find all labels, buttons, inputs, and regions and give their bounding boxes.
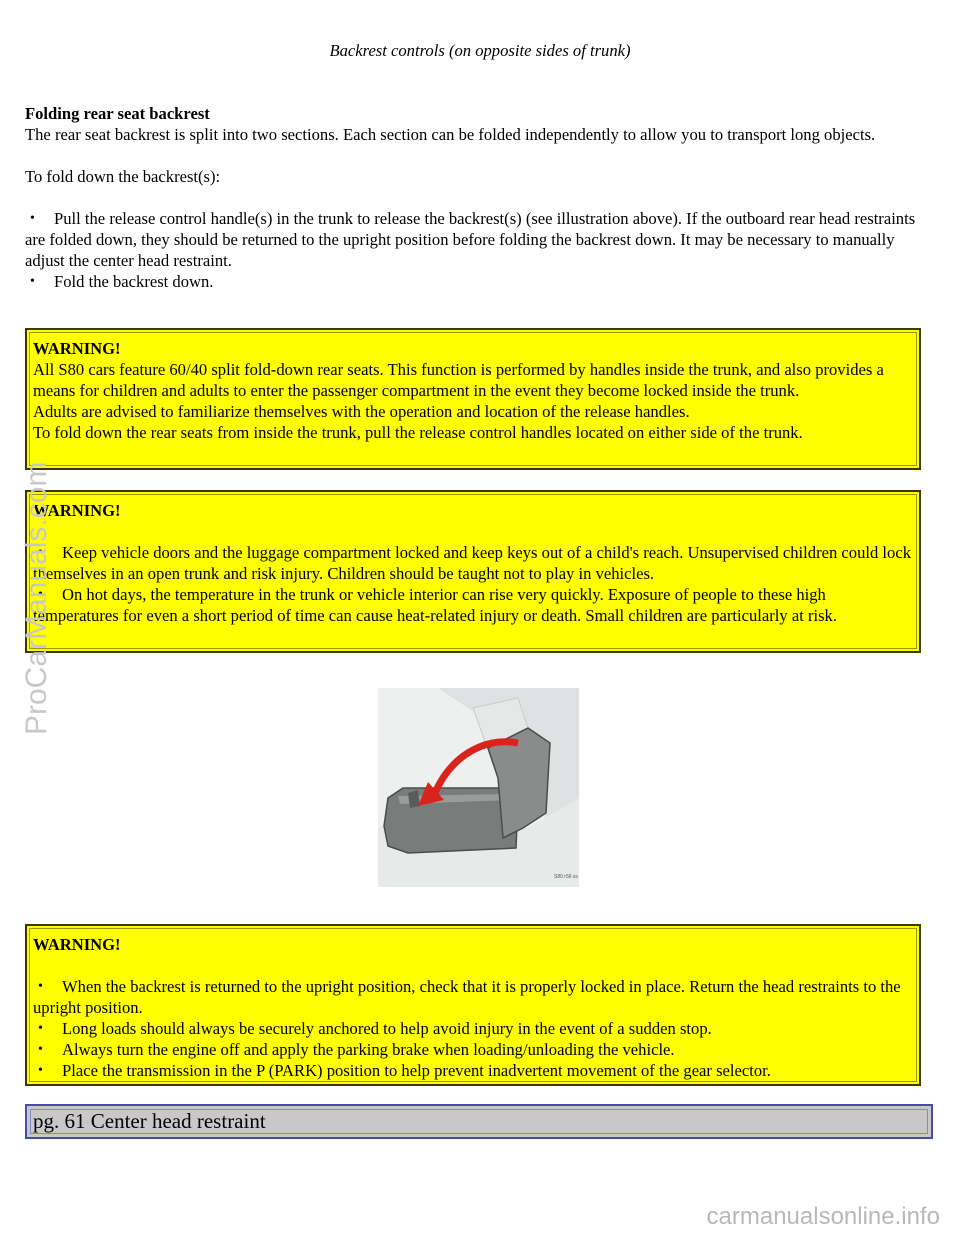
list-item: • Always turn the engine off and apply the parking brake when loading/unloading the vehicle.: [33, 1039, 913, 1060]
folding-section: [25, 103, 930, 292]
backrest-fold-illustration: [378, 688, 579, 887]
intro-paragraph: The rear seat backrest is split into two sections. Each section can be folded independently to allow you to transport long objects.: [25, 125, 876, 144]
list-item: • Long loads should always be securely anchored to help avoid injury in the event of a sudden stop.: [33, 1018, 913, 1039]
list-item: • On hot days, the temperature in the trunk or vehicle interior can rise very quickly. Exposure of people to these high temperatures for even a short period of time can cause heat-related injury or death. Small children are particularly at risk.: [33, 584, 913, 626]
warning-box-loading: [25, 924, 921, 1086]
next-page-label[interactable]: pg. 61 Center head restraint: [33, 1109, 266, 1133]
warning-box-children: [25, 490, 921, 653]
figure-caption: Backrest controls (on opposite sides of trunk): [329, 41, 631, 60]
next-page-link[interactable]: [25, 1104, 933, 1139]
steps-list: [25, 208, 930, 292]
warning-text: To fold down the rear seats from inside the trunk, pull the release control handles located on either side of the trunk.: [33, 423, 803, 442]
warning-title: WARNING!: [33, 339, 121, 358]
warning-list: [33, 542, 913, 626]
seat-drawing: [378, 688, 579, 887]
figure-code: S80 r56 ss: [554, 874, 578, 880]
section-heading: Folding rear seat backrest: [25, 104, 210, 123]
warning-text: All S80 cars feature 60/40 split fold-down rear seats. This function is performed by handles inside the trunk, and also provides a means for children and adults to enter the passenger compartment in the event they become locked inside the trunk.: [33, 360, 884, 400]
lead-paragraph: To fold down the backrest(s):: [25, 167, 221, 186]
list-item: • Keep vehicle doors and the luggage compartment locked and keep keys out of a child's reach. Unsupervised children could lock themselves in an open trunk and risk injury. Children should be taught not to play in vehicles.: [33, 542, 913, 584]
list-item: • Fold the backrest down.: [25, 271, 930, 292]
warning-list: [33, 976, 913, 1081]
list-item: • Pull the release control handle(s) in the trunk to release the backrest(s) (see illustration above). If the outboard rear head restraints are folded down, they should be returned to the upright position before folding the backrest down. It may be necessary to manually adjust the center head restraint.: [25, 208, 930, 271]
watermark-carmanualsonline: carmanualsonline.info: [706, 1203, 940, 1230]
warning-text: Adults are advised to familiarize themselves with the operation and location of the release handles.: [33, 402, 690, 421]
watermark-procarmanuals: ProCarManuals.com: [20, 461, 53, 735]
warning-title: WARNING!: [33, 501, 121, 520]
warning-box-trunk-release: [25, 328, 921, 470]
warning-title: WARNING!: [33, 935, 121, 954]
list-item: • When the backrest is returned to the upright position, check that it is properly locked in place. Return the head restraints to the upright position.: [33, 976, 913, 1018]
list-item: • Place the transmission in the P (PARK) position to help prevent inadvertent movement of the gear selector.: [33, 1060, 913, 1081]
